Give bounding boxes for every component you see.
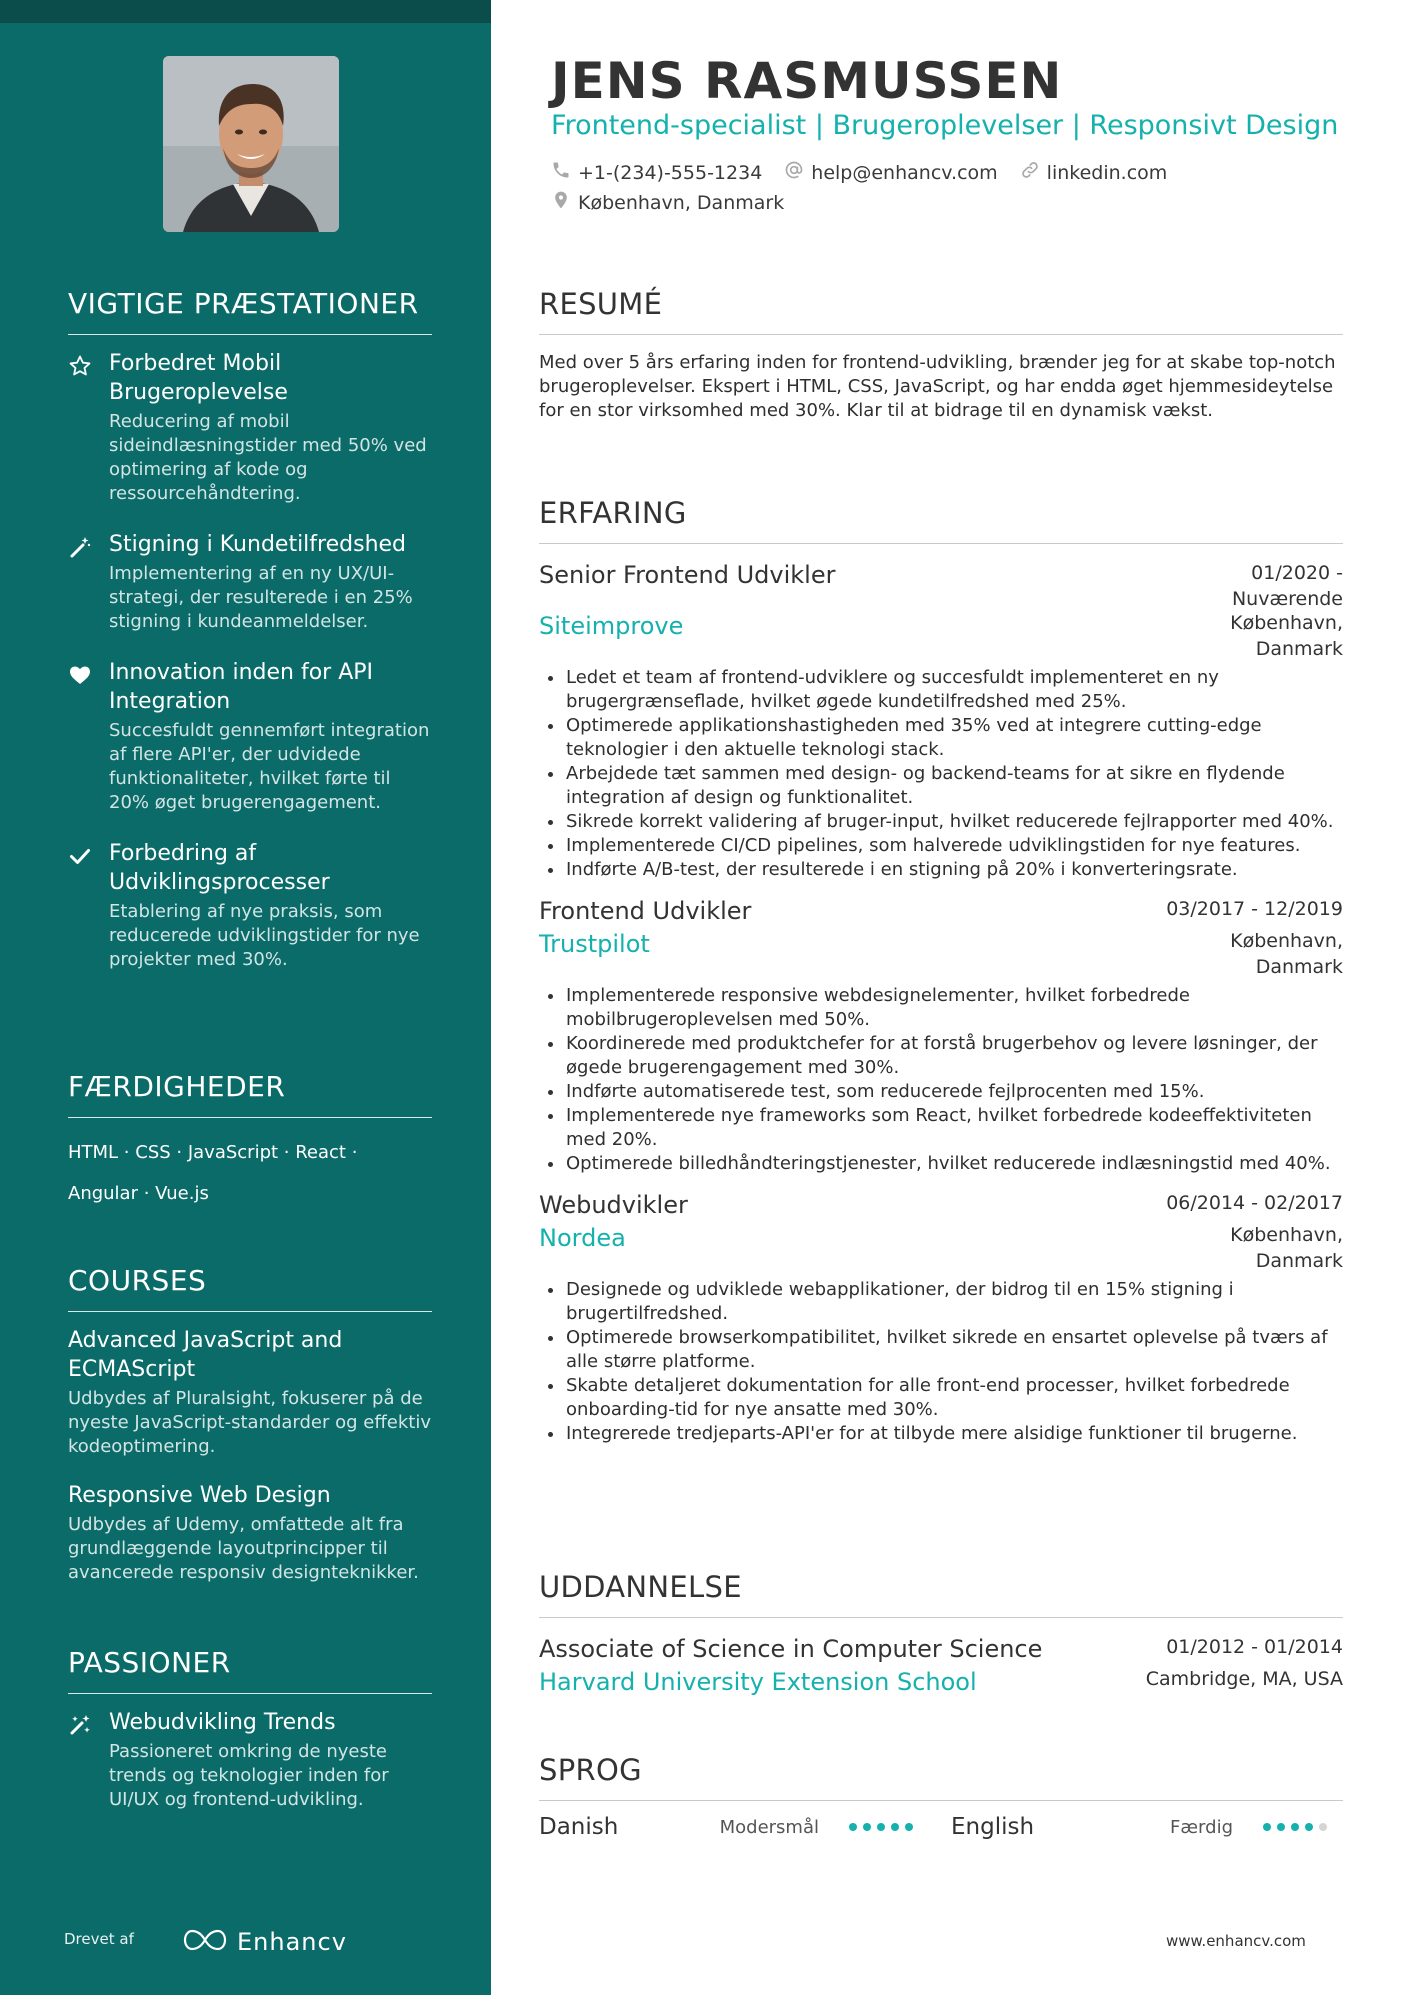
bullet-item: Ledet et team af frontend-udviklere og succesfuldt implementeret en ny brugergrænseflade, hvilket øgede kundetilfredshed med 25%. xyxy=(539,666,1343,714)
bullet-item: Koordinerede med produktchefer for at forstå brugerbehov og levere løsninger, der øgede brugerengagement med 30%. xyxy=(539,1032,1343,1080)
job-role: Frontend Udvikler xyxy=(539,897,752,925)
person-headline: Frontend-specialist | Brugeroplevelser | Responsivt Design xyxy=(551,110,1339,141)
phone-text: +1-(234)-555-1234 xyxy=(578,161,763,184)
bullet-item: Implementerede responsive webdesignelementer, hvilket forbedrede mobilbrugeroplevelsen med 50%. xyxy=(539,984,1343,1032)
email-contact[interactable] xyxy=(784,160,997,185)
job-date: 06/2014 - 02/2017 xyxy=(1166,1192,1343,1214)
job-entry xyxy=(539,560,1343,882)
achievement-desc: Reducering af mobil sideindlæsningstider med 50% ved optimering af kode og ressourcehåndtering. xyxy=(109,411,427,504)
location-row xyxy=(551,190,806,215)
job-bullets xyxy=(539,1278,1343,1446)
job-date: 03/2017 - 12/2019 xyxy=(1166,898,1343,920)
proficiency-dot-filled xyxy=(891,1823,899,1831)
language-name: Danish xyxy=(539,1814,619,1840)
language-name: English xyxy=(951,1814,1035,1840)
skills-section xyxy=(68,1069,432,1214)
language-proficiency-dots xyxy=(1263,1823,1327,1831)
contact-row xyxy=(551,160,1189,185)
at-icon xyxy=(784,160,811,185)
job-company: Siteimprove xyxy=(539,612,684,640)
proficiency-dot-filled xyxy=(1263,1823,1271,1831)
passion-title: Webudvikling Trends xyxy=(109,1710,336,1735)
language-item xyxy=(951,1814,1343,1840)
languages-row xyxy=(539,1807,1343,1847)
link-icon xyxy=(1020,160,1047,185)
location-text: København, Danmark xyxy=(578,191,785,214)
language-proficiency-dots xyxy=(849,1823,913,1831)
skills-title: FÆRDIGHEDER xyxy=(68,1069,432,1118)
bullet-item: Indførte automatiserede test, som reducerede fejlprocenten med 15%. xyxy=(539,1080,1343,1104)
passion-item xyxy=(68,1708,432,1812)
job-location: København, Danmark xyxy=(1230,612,1343,660)
proficiency-dot-filled xyxy=(1305,1823,1313,1831)
proficiency-dot-filled xyxy=(1291,1823,1299,1831)
job-company: Trustpilot xyxy=(539,930,650,958)
proficiency-dot-empty xyxy=(1319,1823,1327,1831)
courses-title: COURSES xyxy=(68,1263,432,1312)
summary-text: Med over 5 års erfaring inden for frontend-udvikling, brænder jeg for at skabe top-notch brugeroplevelser. Ekspert i HTML, CSS, JavaScript, og har endda øget hjemmesideytelse for en stor virksomhed med 30%. Klar til at bidrage til en dynamisk vækst. xyxy=(539,352,1336,421)
courses-section xyxy=(68,1263,432,1607)
person-name: JENS RASMUSSEN xyxy=(551,52,1063,110)
footer-url[interactable]: www.enhancv.com xyxy=(1166,1932,1306,1950)
proficiency-dot-filled xyxy=(863,1823,871,1831)
education-section xyxy=(539,1569,1343,1698)
powered-by-label: Drevet af xyxy=(64,1930,134,1948)
job-entry xyxy=(539,1190,1343,1446)
achievement-desc: Etablering af nye praksis, som reducerede udviklingstider for nye projekter med 30%. xyxy=(109,901,420,970)
experience-title: ERFARING xyxy=(539,495,1343,544)
skills-list xyxy=(68,1132,432,1214)
languages-title: SPROG xyxy=(539,1752,1343,1801)
phone-icon xyxy=(551,160,578,185)
job-location: København, Danmark xyxy=(1230,1224,1343,1272)
bullet-item: Arbejdede tæt sammen med design- og backend-teams for at sikre en flydende integration af design og funktionalitet. xyxy=(539,762,1343,810)
education-degree: Associate of Science in Computer Science xyxy=(539,1635,1043,1663)
profile-photo xyxy=(163,56,339,232)
course-desc: Udbydes af Pluralsight, fokuserer på de nyeste JavaScript-standarder og effektiv kodeoptimering. xyxy=(68,1388,431,1457)
bullet-item: Indførte A/B-test, der resulterede i en stigning på 20% i konverteringsrate. xyxy=(539,858,1343,882)
bullet-item: Optimerede browserkompatibilitet, hvilket sikrede en ensartet oplevelse på tværs af alle større platforme. xyxy=(539,1326,1343,1374)
course-desc: Udbydes af Udemy, omfattede alt fra grundlæggende layoutprincipper til avancerede responsiv designteknikker. xyxy=(68,1514,419,1583)
skills-line: Angular · Vue.js xyxy=(68,1183,209,1204)
achievement-item xyxy=(68,839,432,972)
bullet-item: Skabte detaljeret dokumentation for alle front-end processer, hvilket forbedrede onboarding-tid for nye ansatte med 30%. xyxy=(539,1374,1343,1422)
sidebar xyxy=(0,0,491,1995)
skills-line: HTML · CSS · JavaScript · React · xyxy=(68,1142,358,1163)
email-text: help@enhancv.com xyxy=(811,161,998,184)
achievement-item xyxy=(68,349,432,506)
infinity-logo-icon xyxy=(183,1928,227,1956)
proficiency-dot-filled xyxy=(1277,1823,1285,1831)
location-contact xyxy=(551,190,784,215)
passions-section xyxy=(68,1645,432,1836)
achievement-title: Forbedring af Udviklingsprocesser xyxy=(109,841,330,895)
achievement-title: Innovation inden for API Integration xyxy=(109,660,374,714)
bullet-item: Optimerede applikationshastigheden med 35% ved at integrere cutting-edge teknologier i den aktuelle teknologi stack. xyxy=(539,714,1343,762)
education-location: Cambridge, MA, USA xyxy=(1145,1668,1343,1690)
enhancv-brand-name: Enhancv xyxy=(237,1928,347,1956)
job-role: Webudvikler xyxy=(539,1191,688,1219)
experience-section xyxy=(539,495,1343,1460)
bullet-item: Designede og udviklede webapplikationer, der bidrog til en 15% stigning i brugertilfredshed. xyxy=(539,1278,1343,1326)
job-bullets xyxy=(539,666,1343,882)
achievement-item xyxy=(68,658,432,815)
course-title: Advanced JavaScript and ECMAScript xyxy=(68,1328,343,1382)
summary-section xyxy=(539,286,1343,423)
language-level: Færdig xyxy=(1170,1816,1233,1838)
passion-desc: Passioneret omkring de nyeste trends og teknologier inden for UI/UX og frontend-udvikling. xyxy=(109,1741,389,1810)
achievements-title: VIGTIGE PRÆSTATIONER xyxy=(68,286,432,335)
education-date: 01/2012 - 01/2014 xyxy=(1166,1636,1343,1658)
course-item xyxy=(68,1481,432,1585)
sidebar-top-bar xyxy=(0,0,491,23)
job-company: Nordea xyxy=(539,1224,626,1252)
job-location: København, Danmark xyxy=(1230,930,1343,978)
location-pin-icon xyxy=(551,190,578,215)
bullet-item: Implementerede CI/CD pipelines, som halverede udviklingstiden for nye features. xyxy=(539,834,1343,858)
linkedin-contact[interactable] xyxy=(1020,160,1168,185)
summary-title: RESUMÉ xyxy=(539,286,1343,335)
bullet-item: Implementerede nye frameworks som React, hvilket forbedrede kodeeffektiviteten med 20%. xyxy=(539,1104,1343,1152)
job-bullets xyxy=(539,984,1343,1176)
achievement-desc: Implementering af en ny UX/UI-strategi, der resulterede i en 25% stigning i kundeanmeldelser. xyxy=(109,563,413,632)
star-icon xyxy=(68,354,92,378)
checkmark-icon xyxy=(68,844,92,868)
course-item xyxy=(68,1326,432,1459)
bullet-item: Sikrede korrekt validering af bruger-input, hvilket reducerede fejlrapporter med 40%. xyxy=(539,810,1343,834)
achievement-title: Forbedret Mobil Brugeroplevelse xyxy=(109,351,288,405)
course-title: Responsive Web Design xyxy=(68,1483,331,1508)
proficiency-dot-filled xyxy=(905,1823,913,1831)
phone-contact[interactable] xyxy=(551,160,762,185)
achievements-section xyxy=(68,286,432,996)
education-school: Harvard University Extension School xyxy=(539,1668,977,1696)
job-date: 01/2020 - Nuværende xyxy=(1231,562,1343,610)
job-entry xyxy=(539,896,1343,1176)
enhancv-logo[interactable] xyxy=(183,1928,347,1956)
passions-title: PASSIONER xyxy=(68,1645,432,1694)
linkedin-text: linkedin.com xyxy=(1046,161,1168,184)
language-level: Modersmål xyxy=(719,1816,819,1838)
bullet-item: Optimerede billedhåndteringstjenester, hvilket reducerede indlæsningstid med 40%. xyxy=(539,1152,1343,1176)
heart-icon xyxy=(68,663,92,687)
achievement-title: Stigning i Kundetilfredshed xyxy=(109,532,407,557)
education-title: UDDANNELSE xyxy=(539,1569,1343,1618)
magic-wand-icon xyxy=(68,535,92,559)
proficiency-dot-filled xyxy=(849,1823,857,1831)
bullet-item: Integrerede tredjeparts-API'er for at tilbyde mere alsidige funktioner til brugerne. xyxy=(539,1422,1343,1446)
proficiency-dot-filled xyxy=(877,1823,885,1831)
language-item xyxy=(539,1814,951,1840)
achievement-item xyxy=(68,530,432,634)
languages-section xyxy=(539,1752,1343,1847)
job-role: Senior Frontend Udvikler xyxy=(539,561,836,589)
magic-sparkle-icon xyxy=(68,1713,92,1737)
achievement-desc: Succesfuldt gennemført integration af flere API'er, der udvidede funktionaliteter, hvilket førte til 20% øget brugerengagement. xyxy=(109,720,430,813)
